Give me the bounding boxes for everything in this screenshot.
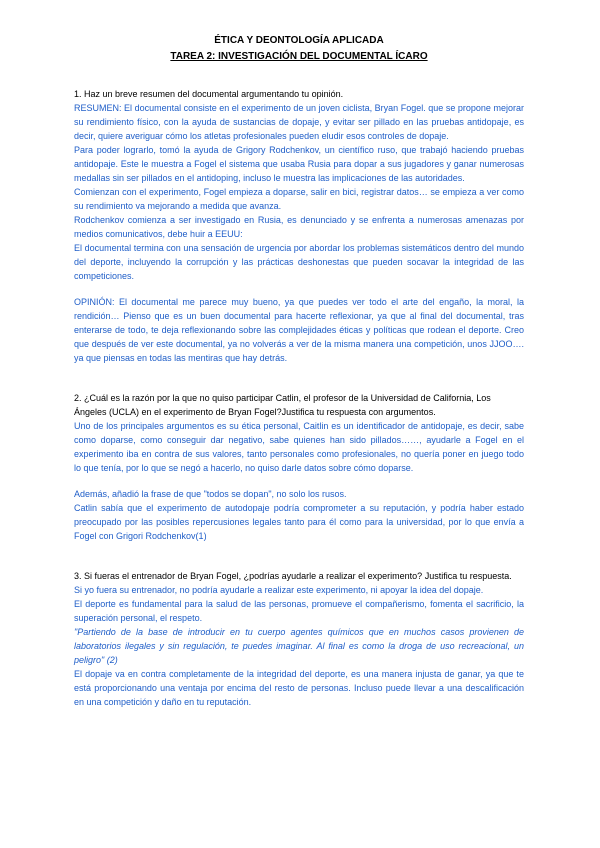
document-title: ÉTICA Y DEONTOLOGÍA APLICADA <box>214 35 384 46</box>
document-subtitle: TAREA 2: INVESTIGACIÓN DEL DOCUMENTAL ÍCARO <box>170 51 428 62</box>
answer-1-summary-p3: Comienzan con el experimento, Fogel empieza a doparse, salir en bici, registrar datos… se empieza a ver como su rendimiento va mejorando a medida que avanza. <box>74 187 524 211</box>
question-2: 2. ¿Cuál es la razón por la que no quiso participar Catlin, el profesor de la Universidad de California, Los Ángeles (UCLA) en el experimento de Bryan Fogel?Justifica tu respuesta con argumentos. <box>74 393 491 417</box>
answer-2-p2: Además, añadió la frase de que "todos se dopan", no solo los rusos. <box>74 489 347 499</box>
question-2-section <box>74 391 524 543</box>
answer-1-opinion: OPINIÓN: El documental me parece muy bueno, ya que puedes ver todo el arte del engaño, la moral, la rendición… Pienso que es un buen documental para hacerte reflexionar, ya que al final del documental, tras enterarse de todo, te deja reflexionando sobre las complejidades éticas y políticas que rodean el deporte. Creo que después de ver este documental, ya no volverás a ver de la misma manera una competición, unos JJOO…. ya que piensas en todas las mentiras que hay detrás. <box>74 297 524 363</box>
answer-3-p1: Si yo fuera su entrenador, no podría ayudarle a realizar este experimento, ni apoyar la idea del dopaje. <box>74 585 484 595</box>
question-3: 3. Si fueras el entrenador de Bryan Fogel, ¿podrías ayudarle a realizar el experimento? Justifica tu respuesta. <box>74 571 512 581</box>
answer-3-quote: "Partiendo de la base de introducir en tu cuerpo agentes químicos que en muchos casos provienen de laboratorios ilegales y sin regulación, te puedes imaginar. Al final es como la droga de uso recreacional, un peligro" (2) <box>74 627 524 665</box>
answer-2-p1: Uno de los principales argumentos es su ética personal, Caitlin es un identificador de antidopaje, es decir, sabe como doparse, como conseguir dar negativo, sabe quienes han sido pillados……, ayudarle a Fogel en el experimento iba en contra de sus valores, tanto personales como profesionales, no quería poner en juego todo lo que tenía, por lo que se negó a hacerlo, no quiso darle datos sobre cómo doparse. <box>74 421 524 473</box>
question-1-section <box>74 87 524 365</box>
answer-1-summary-p1: RESUMEN: El documental consiste en el experimento de un joven ciclista, Bryan Fogel. que se propone mejorar su rendimiento físico, con la ayuda de sustancias de dopaje, y evitar ser pillado en las pruebas antidopaje, es decir, quiere averiguar cómo los atletas profesionales pueden eludir esos controles de dopaje. <box>74 103 524 141</box>
answer-2-p3: Catlin sabía que el experimento de autodopaje podría comprometer a su reputación, y podría haber estado preocupado por las posibles repercusiones legales tanto para él como para la universidad, por lo que envía a Fogel con Grigori Rodchenkov(1) <box>74 503 524 541</box>
answer-1-summary-p2: Para poder lograrlo, tomó la ayuda de Grigory Rodchenkov, un científico ruso, que trabajó haciendo pruebas antidopaje. Este le muestra a Fogel el sistema que usaba Rusia para dopar a sus jugadores y ganar numerosas medallas sin ser pillados en el antidoping, incluso le muestra las implicaciones de las autoridades. <box>74 145 524 183</box>
question-3-section <box>74 569 524 709</box>
answer-3-p3: El dopaje va en contra completamente de la integridad del deporte, es una manera injusta de ganar, ya que te está proporcionando una ventaja por encima del resto de personas. Incluso puede llevar a una descalificación en una competición y daño en tu reputación. <box>74 669 524 707</box>
answer-1-summary-p4: Rodchenkov comienza a ser investigado en Rusia, es denunciado y se enfrenta a numerosas amenazas por medios comunicativos, debe huir a EEUU: <box>74 215 524 239</box>
answer-1-summary-p5: El documental termina con una sensación de urgencia por abordar los problemas sistemáticos dentro del mundo del deporte, incluyendo la corrupción y las prácticas deshonestas que pueden socavar la integridad de las competiciones. <box>74 243 524 281</box>
answer-3-p2: El deporte es fundamental para la salud de las personas, promueve el compañerismo, fomenta el sacrificio, la superación personal, el respeto. <box>74 599 524 623</box>
question-1: 1. Haz un breve resumen del documental argumentando tu opinión. <box>74 89 344 99</box>
